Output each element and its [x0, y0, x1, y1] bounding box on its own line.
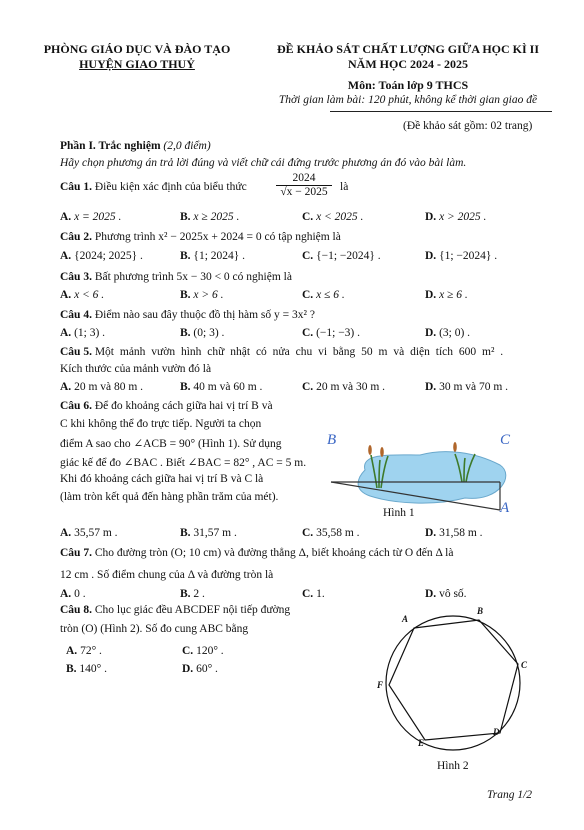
- q8-opt-c: C. 120° .: [182, 645, 224, 657]
- fig2-label-e: E: [418, 738, 425, 748]
- q1-frac-num: 2024: [276, 172, 332, 186]
- q6-line-6: (làm tròn kết quả đến hàng phần trăm của mét).: [60, 491, 279, 503]
- q4-opt-c: C. (−1; −3) .: [302, 327, 361, 339]
- question-6: Câu 6. Để đo khoảng cách giữa hai vị trí B và: [60, 400, 273, 412]
- question-4: Câu 4. Điểm nào sau đây thuộc đồ thị hàm số y = 3x² ?: [60, 309, 315, 321]
- q7-opt-b: B. 2 .: [180, 588, 205, 600]
- q3-opt-c: C. x ≤ 6 .: [302, 289, 345, 301]
- department-name: PHÒNG GIÁO DỤC VÀ ĐÀO TẠO: [43, 42, 231, 56]
- q2-opt-c: C. {−1; −2024} .: [302, 250, 381, 262]
- q2-opt-d: D. {1; −2024} .: [425, 250, 498, 262]
- school-year: NĂM HỌC 2024 - 2025: [348, 57, 468, 71]
- fig2-label-c: C: [521, 660, 528, 670]
- page-number: Trang 1/2: [487, 789, 533, 801]
- fig2-label-d: D: [493, 727, 500, 737]
- q5-text-line2: Kích thước của mảnh vườn đó là: [60, 363, 212, 375]
- q2-opt-a: A. {2024; 2025} .: [60, 250, 143, 262]
- figure-2-diagram: [378, 608, 528, 758]
- q6-opt-c: C. 35,58 m .: [302, 527, 360, 539]
- pages-note: (Đề khảo sát gồm: 02 trang): [403, 120, 533, 132]
- question-8: Câu 8. Cho lục giác đều ABCDEF nội tiếp đường: [60, 604, 291, 616]
- q5-opt-a: A. 20 m và 80 m .: [60, 381, 144, 393]
- water-shape: [358, 452, 506, 504]
- fig1-label-a: A: [500, 500, 510, 516]
- part1-instruction: Hãy chọn phương án trả lời đúng và viết chữ cái đứng trước phương án đó vào bài làm.: [60, 157, 467, 169]
- hexagon-abcdef: [389, 620, 518, 740]
- q1-fraction: [276, 172, 332, 198]
- q8-opt-a: A. 72° .: [66, 645, 102, 657]
- q4-opt-d: D. (3; 0) .: [425, 327, 471, 339]
- q7-text-line2: 12 cm . Số điểm chung của Δ và đường tròn là: [60, 569, 274, 581]
- q7-opt-a: A. 0 .: [60, 588, 86, 600]
- q1-text: Điều kiện xác định của biểu thức: [94, 181, 247, 193]
- q6-opt-d: D. 31,58 m .: [425, 527, 483, 539]
- q1-opt-c: C. x < 2025 .: [302, 211, 364, 223]
- q1-frac-den: √x − 2025: [280, 186, 328, 198]
- q3-opt-b: B. x > 6 .: [180, 289, 224, 301]
- exam-title: ĐỀ KHẢO SÁT CHẤT LƯỢNG GIỮA HỌC KÌ II: [276, 42, 540, 56]
- q6-line-3: điểm A sao cho ∠ACB = 90° (Hình 1). Sử dụng: [60, 438, 282, 450]
- subject: Môn: Toán lớp 9 THCS: [347, 78, 469, 92]
- q2-opt-b: B. {1; 2024} .: [180, 250, 246, 262]
- q5-opt-d: D. 30 m và 70 m .: [425, 381, 509, 393]
- question-3: Câu 3. Bất phương trình 5x − 30 < 0 có nghiệm là: [60, 271, 292, 283]
- question-2: Câu 2. Phương trình x² − 2025x + 2024 = 0 có tập nghiệm là: [60, 231, 341, 243]
- fig2-label-a: A: [402, 614, 409, 624]
- fig2-caption: Hình 2: [437, 760, 469, 772]
- q6-line-2: C khi không thể đo trực tiếp. Người ta chọn: [60, 418, 262, 430]
- part1-heading: [60, 140, 211, 152]
- q6-line-5: Khi đó khoảng cách giữa hai vị trí B và C là: [60, 473, 264, 485]
- q6-line-4: giác kế để đo ∠BAC . Biết ∠BAC = 82° , AC = 5 m.: [60, 457, 307, 469]
- part1-points: (2,0 điểm): [163, 140, 211, 152]
- q6-opt-b: B. 31,57 m .: [180, 527, 237, 539]
- time-note: Thời gian làm bài: 120 phút, không kể thời gian giao đề: [278, 94, 538, 106]
- fig1-label-b: B: [327, 432, 337, 448]
- q1-tail: là: [340, 181, 349, 193]
- q1-opt-d: D. x > 2025 .: [425, 211, 487, 223]
- q8-opt-d: D. 60° .: [182, 663, 218, 675]
- q3-opt-a: A. x < 6 .: [60, 289, 105, 301]
- fig1-label-c: C: [500, 432, 511, 448]
- fig1-caption: Hình 1: [383, 507, 415, 519]
- q1-label: Câu 1.: [60, 181, 92, 193]
- q7-opt-d: D. vô số.: [425, 588, 467, 600]
- q8-opt-b: B. 140° .: [66, 663, 108, 675]
- question-5: Câu 5. Một mảnh vườn hình chữ nhật có nửa chu vi bằng 50 m và diện tích 600 m² .: [60, 346, 504, 358]
- fig2-label-f: F: [377, 680, 384, 690]
- q6-opt-a: A. 35,57 m .: [60, 527, 118, 539]
- figure-1-diagram: [325, 430, 525, 530]
- q5-opt-c: C. 20 m và 30 m .: [302, 381, 386, 393]
- q1-opt-b: B. x ≥ 2025 .: [180, 211, 240, 223]
- q3-opt-d: D. x ≥ 6 .: [425, 289, 468, 301]
- fig2-label-b: B: [477, 606, 484, 616]
- q7-opt-c: C. 1.: [302, 588, 325, 600]
- q4-opt-b: B. (0; 3) .: [180, 327, 225, 339]
- part1-title: Phần I. Trắc nghiệm: [60, 140, 161, 152]
- question-1: [60, 181, 247, 193]
- district-name: HUYỆN GIAO THUỶ: [79, 57, 195, 71]
- q1-opt-a: A. x = 2025 .: [60, 211, 122, 223]
- question-7: Câu 7. Cho đường tròn (O; 10 cm) và đường thẳng Δ, biết khoảng cách từ O đến Δ là: [60, 547, 454, 559]
- q5-opt-b: B. 40 m và 60 m .: [180, 381, 263, 393]
- header-rule: [330, 111, 552, 112]
- q4-opt-a: A. (1; 3) .: [60, 327, 106, 339]
- q8-text-line2: tròn (O) (Hình 2). Số đo cung ABC bằng: [60, 623, 249, 635]
